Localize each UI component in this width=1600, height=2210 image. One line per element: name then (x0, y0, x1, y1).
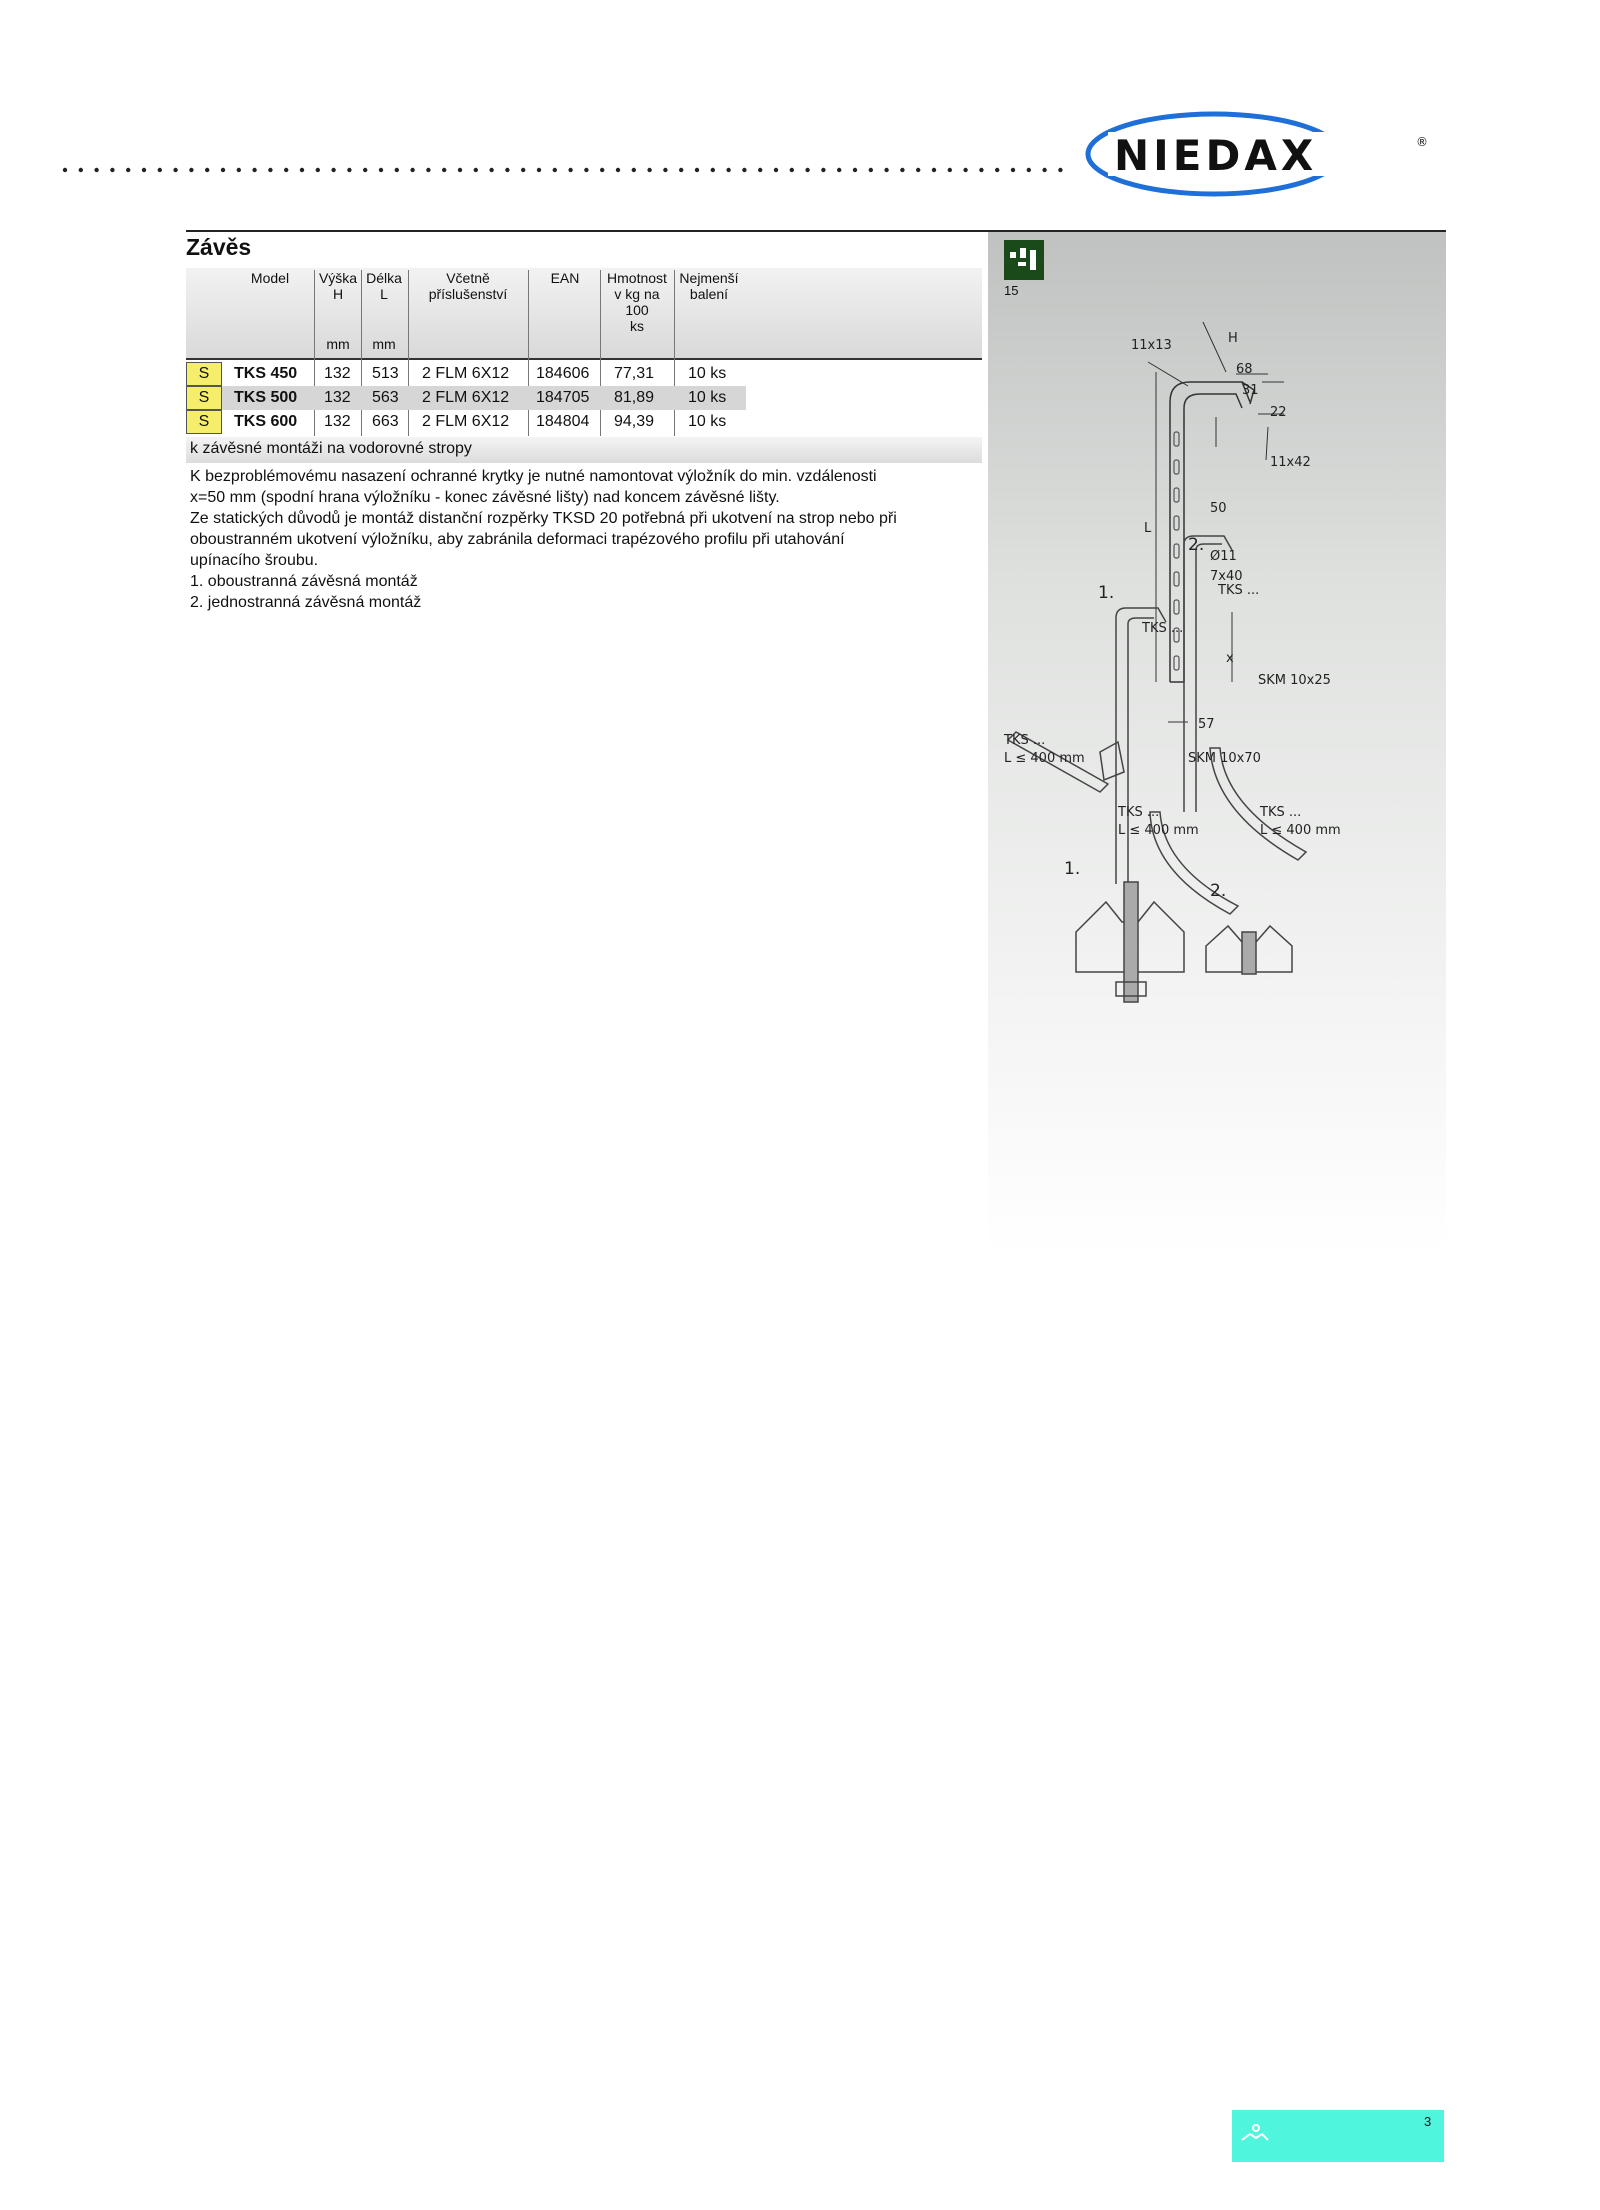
svg-text:TKS ...: TKS ... (1004, 733, 1046, 748)
separator-dot (821, 168, 825, 172)
separator-dot (979, 168, 983, 172)
niedax-logo (1082, 106, 1448, 202)
svg-text:L ≤ 400 mm: L ≤ 400 mm (1118, 823, 1199, 838)
mounting-note: k závěsné montáži na vodorovné stropy (190, 440, 472, 457)
svg-text:2.: 2. (1210, 881, 1227, 901)
separator-dot (284, 168, 288, 172)
separator-dot (695, 168, 699, 172)
separator-dot (63, 168, 67, 172)
separator-dot (790, 168, 794, 172)
separator-dot (379, 168, 383, 172)
table-row: S TKS 600 132 663 2 FLM 6X12 184804 94,39 10 ks (186, 410, 746, 434)
col-delka: Délka L (366, 270, 402, 302)
separator-dot (900, 168, 904, 172)
separator-dot (110, 168, 114, 172)
svg-text:31: 31 (1242, 383, 1259, 398)
col-model: Model (250, 270, 290, 286)
assembly-drawing (1008, 536, 1306, 914)
badge-number: 15 (1004, 283, 1019, 298)
separator-dot (869, 168, 873, 172)
unit-l: mm (372, 336, 396, 352)
separator-dot (363, 168, 367, 172)
separator-dot (489, 168, 493, 172)
svg-text:®: ® (1416, 135, 1428, 149)
separator-dot (726, 168, 730, 172)
separator-dot (995, 168, 999, 172)
page-number: 3 (1424, 2114, 1432, 2129)
separator-dot (553, 168, 557, 172)
separator-dot (1027, 168, 1031, 172)
separator-dot (600, 168, 604, 172)
table-row: S TKS 450 132 513 2 FLM 6X12 184606 77,31 10 ks (186, 362, 746, 386)
separator-dot (316, 168, 320, 172)
separator-dot (237, 168, 241, 172)
col-hmotnost: Hmotnost v kg na 100 ks (607, 270, 667, 334)
separator-dot (742, 168, 746, 172)
stock-badge: S (186, 362, 222, 386)
separator-dot (853, 168, 857, 172)
technical-drawing (988, 232, 1446, 1254)
separator-dot (331, 168, 335, 172)
svg-text:7x40: 7x40 (1210, 569, 1243, 584)
unit-h: mm (326, 336, 350, 352)
separator-dot (932, 168, 936, 172)
separator-dot (505, 168, 509, 172)
separator-dot (79, 168, 83, 172)
svg-text:H: H (1228, 331, 1238, 346)
separator-dot (1011, 168, 1015, 172)
svg-text:x: x (1226, 651, 1234, 666)
separator-dot (221, 168, 225, 172)
svg-text:50: 50 (1210, 501, 1227, 516)
separator-dot (268, 168, 272, 172)
separator-dot (774, 168, 778, 172)
svg-text:L ≤ 400 mm: L ≤ 400 mm (1260, 823, 1341, 838)
description: K bezproblémovému nasazení ochranné krytky je nutné namontovat výložník do min. vzdálenosti x=50 mm (spodní hrana výložníku - konec závěsné lišty) nad koncem závěsné lišty. Ze statických důvodů je montáž distanční rozpěrky TKSD 20 potřebná při ukotvení na strop nebo při oboustranném ukotvení výložníku, aby zabránila deformaci trapézového profilu při utahování upínacího šroubu. 1. oboustranná závěsná montáž 2. jednostranná závěsná montáž (190, 468, 897, 611)
separator-dot (711, 168, 715, 172)
separator-dot (584, 168, 588, 172)
separator-dot (205, 168, 209, 172)
separator-dot (158, 168, 162, 172)
svg-text:TKS ...: TKS ... (1142, 621, 1184, 636)
svg-text:Ø11: Ø11 (1210, 549, 1237, 564)
separator-dot (837, 168, 841, 172)
dotted-separator (62, 150, 1070, 190)
separator-dot (805, 168, 809, 172)
col-prislusenstvi: Včetně příslušenství (428, 270, 508, 302)
svg-text:68: 68 (1236, 362, 1253, 377)
col-baleni: Nejmenší balení (679, 270, 739, 302)
separator-dot (474, 168, 478, 172)
svg-text:TKS ...: TKS ... (1118, 805, 1160, 820)
svg-text:TKS ...: TKS ... (1260, 805, 1302, 820)
separator-dot (679, 168, 683, 172)
col-vyska: Výška H (318, 270, 358, 302)
svg-text:1.: 1. (1064, 859, 1081, 879)
separator-dot (916, 168, 920, 172)
separator-dot (458, 168, 462, 172)
stock-badge: S (186, 386, 222, 410)
col-ean: EAN (550, 270, 580, 286)
stock-badge: S (186, 410, 222, 434)
separator-dot (395, 168, 399, 172)
separator-dot (1058, 168, 1062, 172)
separator-dot (616, 168, 620, 172)
separator-dot (1042, 168, 1046, 172)
svg-text:2.: 2. (1188, 535, 1205, 555)
svg-text:11x13: 11x13 (1131, 338, 1172, 353)
separator-dot (126, 168, 130, 172)
separator-dot (347, 168, 351, 172)
separator-dot (173, 168, 177, 172)
separator-dot (410, 168, 414, 172)
separator-dot (252, 168, 256, 172)
table-row: S TKS 500 132 563 2 FLM 6X12 184705 81,89 10 ks (186, 386, 746, 410)
separator-dot (884, 168, 888, 172)
detail-drawing-2 (1206, 926, 1292, 974)
detail-drawing-1 (1076, 882, 1184, 1002)
separator-dot (94, 168, 98, 172)
separator-dot (647, 168, 651, 172)
svg-text:SKM 10x25: SKM 10x25 (1258, 673, 1331, 688)
footer-tab (1232, 2110, 1444, 2162)
section-title: Závěs (186, 234, 252, 260)
separator-dot (568, 168, 572, 172)
svg-text:1.: 1. (1098, 583, 1115, 603)
svg-text:L: L (1144, 521, 1152, 536)
separator-dot (521, 168, 525, 172)
svg-text:TKS ...: TKS ... (1218, 583, 1260, 598)
separator-dot (632, 168, 636, 172)
logo-wordmark: NIEDAX (1114, 131, 1318, 180)
separator-dot (442, 168, 446, 172)
svg-text:11x42: 11x42 (1270, 455, 1311, 470)
separator-dot (300, 168, 304, 172)
separator-dot (663, 168, 667, 172)
separator-dot (189, 168, 193, 172)
svg-text:57: 57 (1198, 717, 1215, 732)
svg-text:SKM 10x70: SKM 10x70 (1188, 751, 1261, 766)
separator-dot (963, 168, 967, 172)
separator-dot (426, 168, 430, 172)
separator-dot (537, 168, 541, 172)
separator-dot (948, 168, 952, 172)
separator-dot (758, 168, 762, 172)
svg-text:L ≤ 400 mm: L ≤ 400 mm (1004, 751, 1085, 766)
hanger-dimension-drawing (1148, 322, 1284, 722)
svg-text:22: 22 (1270, 405, 1287, 420)
separator-dot (142, 168, 146, 172)
